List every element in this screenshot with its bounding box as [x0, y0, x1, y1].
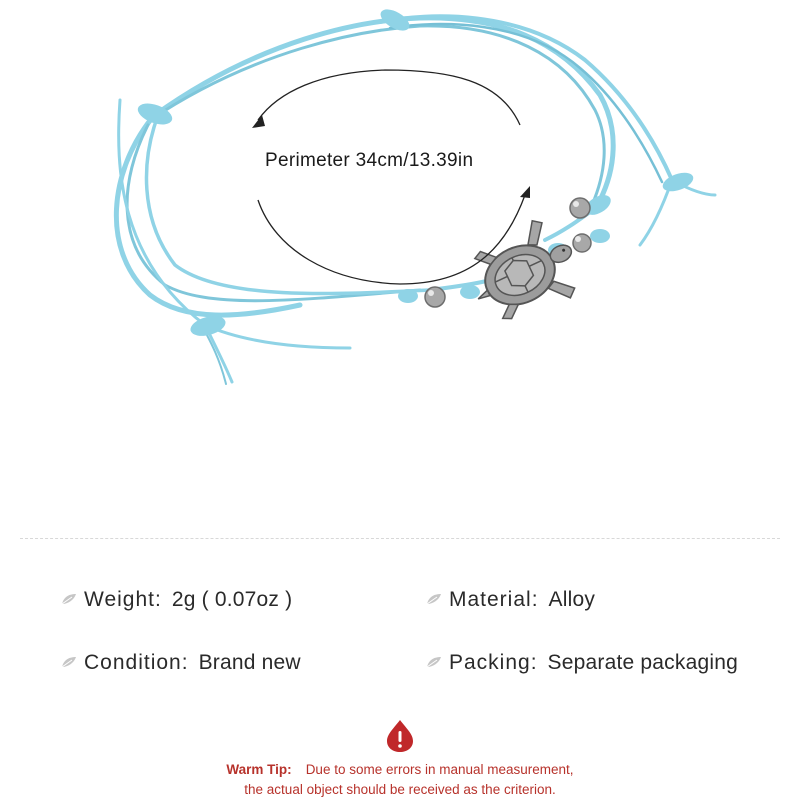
spec-condition — [60, 651, 301, 675]
leaf-bullet-icon — [425, 592, 443, 606]
spec-packing — [425, 651, 738, 675]
warm-tip — [0, 760, 800, 800]
section-divider — [20, 538, 780, 539]
warm-tip-text-2: the actual object should be received as the criterion. — [244, 782, 556, 797]
warning-drop-icon — [384, 718, 416, 754]
perimeter-arrows — [258, 70, 525, 284]
spec-packing-value: Separate packaging — [547, 651, 738, 674]
spec-weight — [60, 588, 292, 612]
warm-tip-label: Warm Tip: — [226, 762, 292, 777]
spec-condition-key: Condition: — [84, 651, 189, 674]
warm-tip-line-1 — [0, 760, 800, 780]
warm-tip-text-1: Due to some errors in manual measurement, — [305, 762, 574, 777]
spec-condition-value: Brand new — [198, 651, 301, 674]
leaf-bullet-icon — [60, 655, 78, 669]
spec-material-value: Alloy — [548, 588, 596, 611]
spec-material — [425, 588, 595, 612]
spec-packing-key: Packing: — [449, 651, 538, 674]
spec-weight-value: 2g ( 0.07oz ) — [171, 588, 293, 611]
spec-material-key: Material: — [449, 588, 539, 611]
leaf-bullet-icon — [425, 655, 443, 669]
leaf-bullet-icon — [60, 592, 78, 606]
perimeter-label: Perimeter 34cm/13.39in — [265, 150, 474, 171]
turtle-charm — [458, 211, 590, 333]
spec-weight-key: Weight: — [84, 588, 162, 611]
